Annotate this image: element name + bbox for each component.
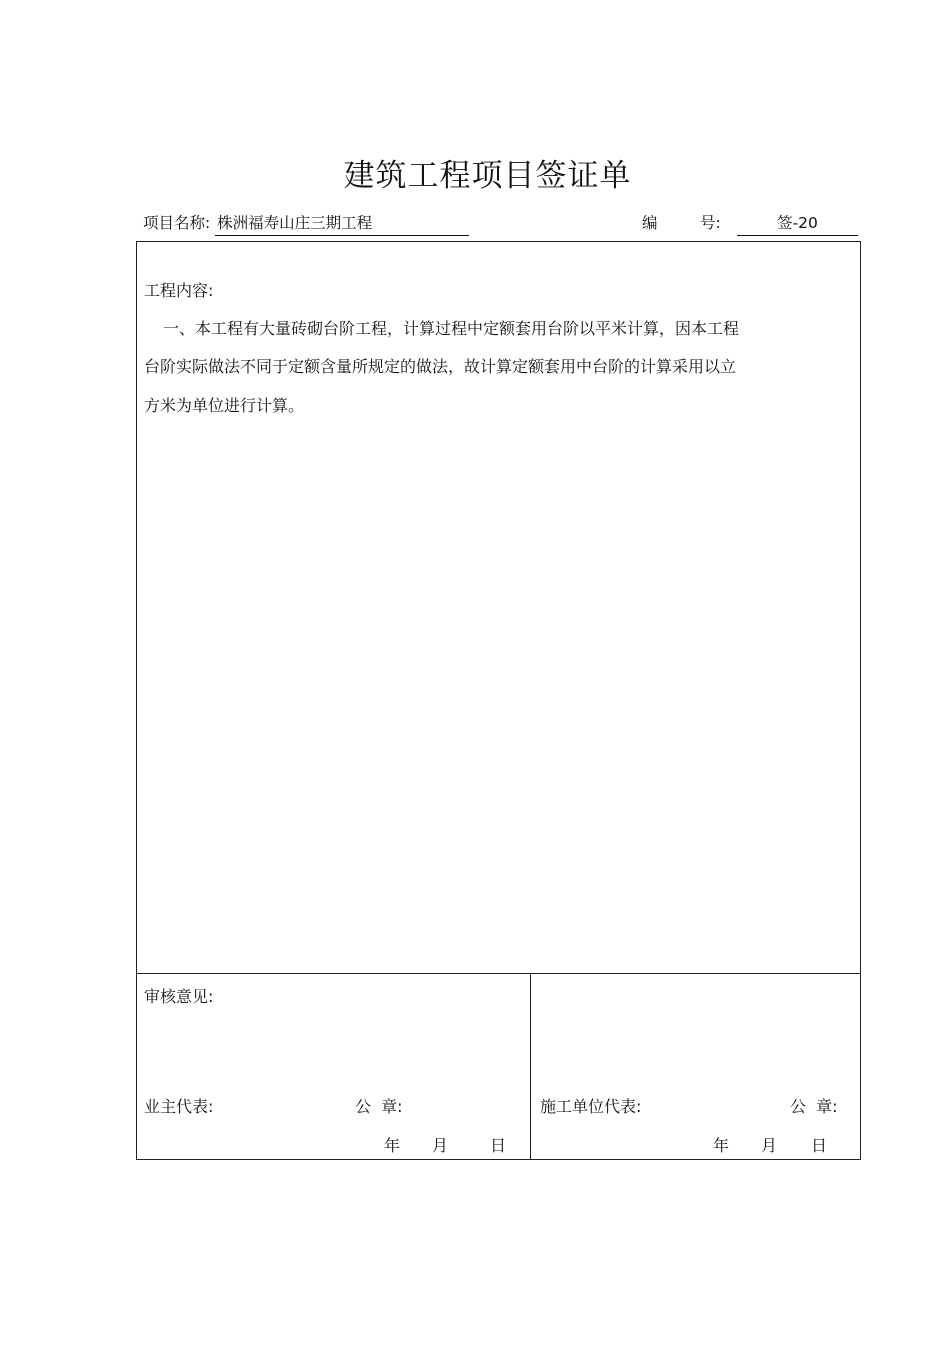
number-value: 签-20 bbox=[737, 212, 858, 236]
number-label-1: 编 bbox=[642, 214, 658, 232]
owner-date-month: 月 bbox=[432, 1136, 449, 1155]
document-title: 建筑工程项目签证单 bbox=[343, 158, 632, 194]
project-name-label: 项目名称: bbox=[143, 214, 211, 232]
column-divider bbox=[530, 973, 531, 1160]
content-line-1: 一、本工程有大量砖砌台阶工程，计算过程中定额套用台阶以平米计算，因本工程 bbox=[163, 319, 740, 338]
owner-date-day: 日 bbox=[490, 1136, 507, 1155]
contractor-date-month: 月 bbox=[761, 1136, 778, 1155]
content-label: 工程内容: bbox=[144, 281, 214, 300]
owner-rep-label: 业主代表: bbox=[144, 1097, 214, 1116]
number-field bbox=[737, 212, 858, 236]
owner-seal-label: 公 章: bbox=[355, 1097, 403, 1116]
contractor-seal-label: 公 章: bbox=[790, 1097, 838, 1116]
content-line-3: 方米为单位进行计算。 bbox=[144, 396, 305, 415]
review-label: 审核意见: bbox=[144, 987, 214, 1006]
section-divider bbox=[136, 973, 861, 974]
number-label-2: 号: bbox=[700, 214, 721, 232]
content-line-2: 台阶实际做法不同于定额含量所规定的做法，故计算定额套用中台阶的计算采用以立 bbox=[144, 357, 737, 376]
contractor-rep-label: 施工单位代表: bbox=[540, 1097, 642, 1116]
contractor-date-day: 日 bbox=[811, 1136, 828, 1155]
project-name-value: 株洲福寿山庄三期工程 bbox=[215, 212, 469, 236]
form-frame bbox=[136, 241, 861, 1160]
contractor-date-year: 年 bbox=[713, 1136, 730, 1155]
owner-date-year: 年 bbox=[384, 1136, 401, 1155]
project-name-row bbox=[143, 212, 469, 236]
